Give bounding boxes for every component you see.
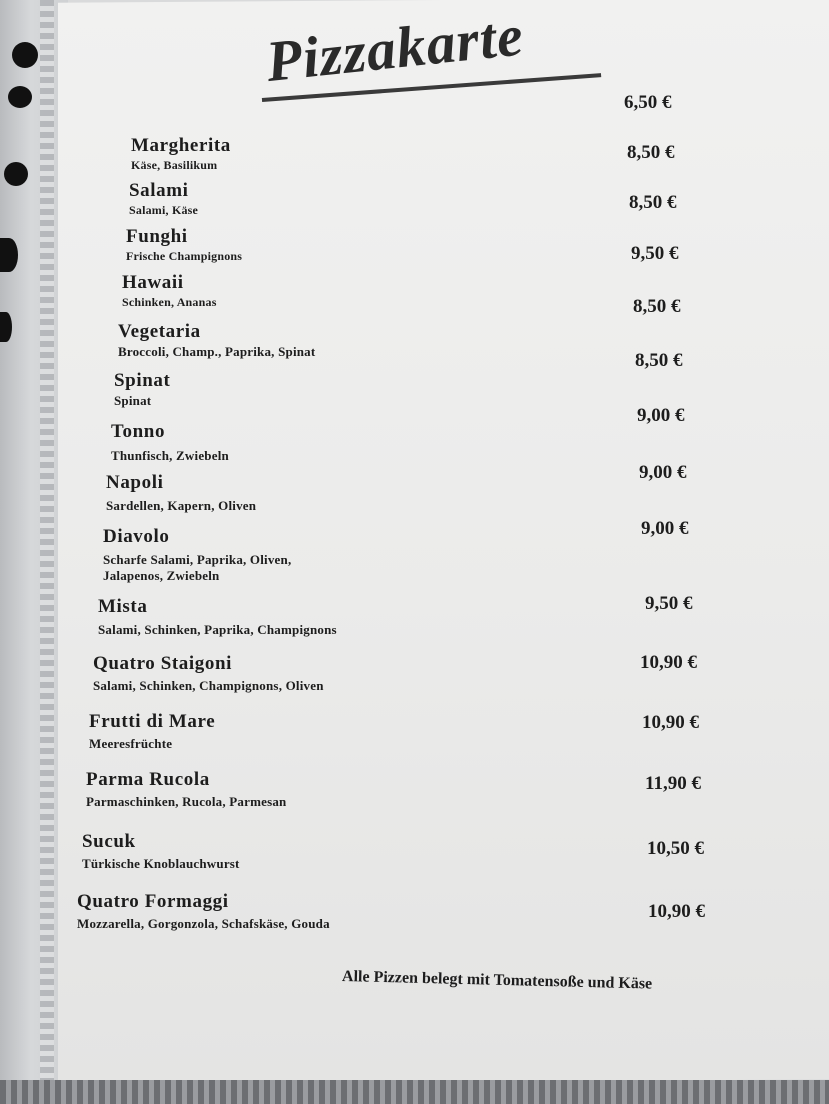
item-description: Salami, Käse: [129, 203, 199, 217]
item-price: 9,00 €: [637, 405, 685, 426]
menu-item-sucuk: [82, 831, 240, 872]
item-price: 9,50 €: [645, 593, 693, 614]
item-name: Quatro Formaggi: [77, 891, 229, 912]
item-description: Käse, Basilikum: [131, 158, 218, 172]
menu-item-quatro-formaggi: [77, 891, 330, 932]
item-description: Sardellen, Kapern, Oliven: [106, 498, 257, 513]
item-price: 10,90 €: [640, 652, 697, 673]
item-description: Broccoli, Champ., Paprika, Spinat: [118, 344, 316, 359]
item-name: Sucuk: [82, 831, 136, 852]
item-description: Türkische Knoblauchwurst: [82, 856, 240, 871]
item-price: 8,50 €: [629, 192, 677, 213]
item-description: Scharfe Salami, Paprika, Oliven,: [103, 552, 292, 567]
item-name: Margherita: [131, 135, 231, 156]
item-description: Mozzarella, Gorgonzola, Schafskäse, Gouda: [77, 916, 330, 931]
item-name: Diavolo: [103, 526, 170, 547]
item-name: Napoli: [106, 472, 164, 493]
item-name: Vegetaria: [118, 321, 201, 342]
item-price: 8,50 €: [627, 142, 675, 163]
item-price: 6,50 €: [624, 92, 672, 113]
item-name: Tonno: [111, 421, 166, 442]
item-name: Mista: [98, 596, 148, 617]
menu-item-margherita: [131, 135, 231, 173]
item-name: Frutti di Mare: [89, 711, 216, 732]
item-name: Parma Rucola: [86, 769, 210, 790]
menu-item-napoli: [106, 472, 256, 514]
item-name: Funghi: [126, 226, 188, 247]
footer-note: Alle Pizzen belegt mit Tomatensoße und Käse: [341, 968, 653, 993]
item-price: 10,90 €: [642, 712, 699, 733]
menu-item-hawaii: [122, 272, 217, 310]
item-name: Quatro Staigoni: [93, 653, 233, 674]
item-price: 9,00 €: [641, 518, 689, 539]
item-price: 9,00 €: [639, 462, 687, 483]
menu-item-mista: [98, 596, 337, 638]
menu-item-vegetaria: [118, 321, 315, 360]
item-description: Meeresfrüchte: [89, 736, 173, 751]
menu-item-tonno: [111, 421, 229, 464]
menu-item-parma-rucola: [86, 769, 286, 810]
item-price: 10,90 €: [648, 901, 705, 922]
item-name: Spinat: [114, 370, 171, 391]
menu-item-funghi: [126, 226, 242, 264]
item-description: Spinat: [114, 393, 152, 408]
item-price: 8,50 €: [635, 350, 683, 371]
item-description-continued: Jalapenos, Zwiebeln: [103, 568, 220, 583]
item-description: Salami, Schinken, Champignons, Oliven: [93, 678, 324, 693]
menu-item-spinat: [114, 370, 170, 409]
menu-item-quatro-staigoni: [93, 653, 324, 694]
menu-item-frutti-di-mare: [89, 711, 215, 752]
item-description: Thunfisch, Zwiebeln: [111, 448, 229, 463]
menu-item-diavolo: [103, 526, 291, 584]
item-description: Salami, Schinken, Paprika, Champignons: [98, 622, 337, 637]
item-description: Schinken, Ananas: [122, 295, 217, 309]
item-price: 9,50 €: [631, 243, 679, 264]
item-description: Parmaschinken, Rucola, Parmesan: [86, 794, 287, 809]
menu-title: Pizzakarte: [263, 2, 527, 95]
item-description: Frische Champignons: [126, 249, 243, 263]
menu-item-salami: [129, 180, 198, 218]
item-price: 11,90 €: [645, 773, 701, 794]
item-name: Hawaii: [122, 272, 184, 293]
item-price: 8,50 €: [633, 296, 681, 317]
item-price: 10,50 €: [647, 838, 704, 859]
item-name: Salami: [129, 180, 189, 201]
